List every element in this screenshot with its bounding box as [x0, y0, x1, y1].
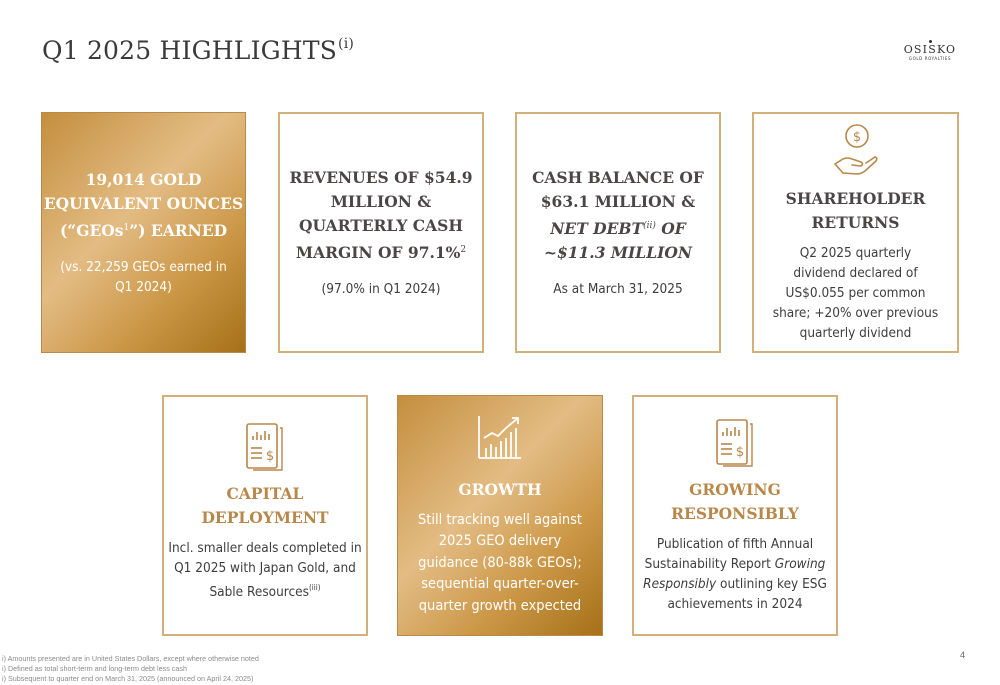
logo-subtitle: GOLD ROYALTIES — [908, 56, 952, 61]
geos-card — [41, 112, 246, 353]
growth-body: Still tracking well against 2025 GEO delivery guidance (80-88k GEOs); sequential quarter-over- quarter growth expected — [417, 511, 583, 614]
revenues-card — [278, 112, 484, 353]
geos-heading: 19,014 GOLD EQUIVALENT OUNCES (“GEOs$^1$”) EARNED — [43, 170, 244, 240]
report-icon — [245, 422, 285, 472]
growth-heading: GROWTH — [458, 479, 542, 499]
report-icon — [715, 418, 755, 468]
cash-card — [515, 112, 721, 353]
cash-heading: CASH BALANCE OF $63.1 MILLION & NET DEBT$^{(ii)}$ OF ~$11.3 MILLION — [532, 168, 704, 262]
geos-body: (vs. 22,259 GEOs earned in Q1 2024) — [60, 259, 227, 295]
responsibly-body: Publication of fifth Annual Sustainability Report Growing Responsibly outlining key ESG achievements in 2024 — [643, 535, 827, 612]
capital-heading: CAPITAL DEPLOYMENT — [201, 483, 329, 527]
responsibly-heading: GROWING RESPONSIBLY — [671, 479, 799, 523]
capital-body: Incl. smaller deals completed in Q1 2025 with Japan Gold, and Sable Resources$^{(iii)}$ — [168, 539, 362, 600]
growth-card — [397, 395, 603, 636]
revenues-heading: REVENUES OF $54.9 MILLION & QUARTERLY CASH MARGIN OF 97.1%$^2$ — [289, 168, 473, 262]
svg-text:$: $ — [265, 448, 275, 464]
svg-text:$: $ — [852, 129, 861, 145]
responsibly-card — [632, 395, 838, 636]
footnote-2: i) Defined as total short-term and long-term debt less cash — [2, 664, 187, 673]
page-title: Q1 2025 HIGHLIGHTS$^{(i)}$ — [42, 36, 355, 65]
growth-chart-icon — [477, 414, 523, 460]
svg-text:$: $ — [735, 444, 745, 460]
osisko-logo — [902, 40, 958, 62]
footnote-1: i) Amounts presented are in United States Dollars, except where otherwise noted — [2, 654, 259, 663]
page-number: 4 — [959, 650, 965, 660]
logo-name: OSISKO — [903, 43, 957, 56]
footnote-3: i) Subsequent to quarter end on March 31, 2025 (announced on April 24, 2025) — [2, 674, 254, 683]
shareholder-card — [752, 112, 959, 353]
dollar-hand-icon — [831, 123, 881, 181]
shareholder-body: Q2 2025 quarterly dividend declared of US$0.055 per common share; +20% over previous quarterly dividend — [772, 244, 939, 341]
capital-card — [162, 395, 368, 636]
revenues-body: (97.0% in Q1 2024) — [321, 281, 441, 297]
footnotes — [2, 654, 259, 684]
cash-body: As at March 31, 2025 — [553, 281, 683, 297]
shareholder-heading: SHAREHOLDER RETURNS — [785, 188, 926, 232]
